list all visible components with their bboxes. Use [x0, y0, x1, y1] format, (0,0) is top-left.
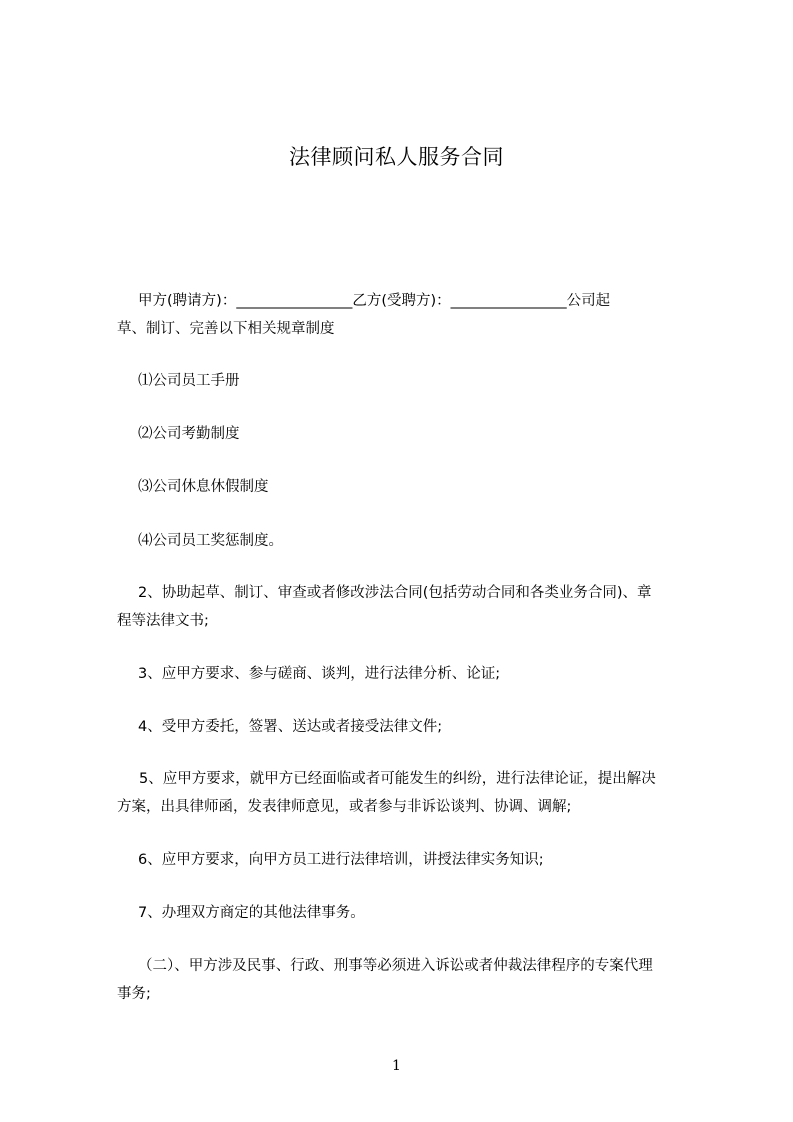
clause-5-line-1: 5、应甲方要求，就甲方已经面临或者可能发生的纠纷，进行法律论证，提出解决: [139, 771, 656, 787]
list-item-1: ⑴公司员工手册: [138, 373, 240, 389]
page-number: 1: [392, 1058, 401, 1074]
clause-5-line-2: 方案，出具律师函，发表律师意见，或者参与非诉讼谈判、协调、调解;: [117, 799, 572, 815]
clause-7: 7、办理双方商定的其他法律事务。: [138, 905, 365, 921]
section-2-line-1: （二）、甲方涉及民事、行政、刑事等必须进入诉讼或者仲裁法律程序的专案代理: [138, 958, 653, 974]
clause-6: 6、应甲方要求，向甲方员工进行法律培训，讲授法律实务知识;: [138, 852, 544, 868]
intro-line-2: 草、制订、完善以下相关规章制度: [117, 321, 335, 337]
list-item-3: ⑶公司休息休假制度: [138, 479, 269, 495]
intro-line-1: 甲方(聘请方)：________________乙方(受聘方)：________________公司起: [138, 293, 611, 309]
section-2-line-2: 事务;: [117, 986, 151, 1002]
list-item-4: ⑷公司员工奖惩制度。: [138, 533, 283, 549]
clause-2-line-1: 2、协助起草、制订、审查或者修改涉法合同(包括劳动合同和各类业务合同)、章: [138, 585, 652, 601]
section-2: [117, 952, 709, 1008]
list-item-2: ⑵公司考勤制度: [138, 426, 240, 442]
clause-2-line-2: 程等法律文书;: [117, 613, 209, 629]
clause-3: 3、应甲方要求、参与磋商、谈判，进行法律分析、论证;: [138, 666, 501, 682]
clause-2: [117, 579, 709, 635]
document-title: 法律顾问私人服务合同: [289, 145, 504, 169]
clause-5: [117, 765, 709, 821]
intro-paragraph: [117, 287, 709, 343]
clause-4: 4、受甲方委托，签署、送达或者接受法律文件;: [138, 719, 443, 735]
